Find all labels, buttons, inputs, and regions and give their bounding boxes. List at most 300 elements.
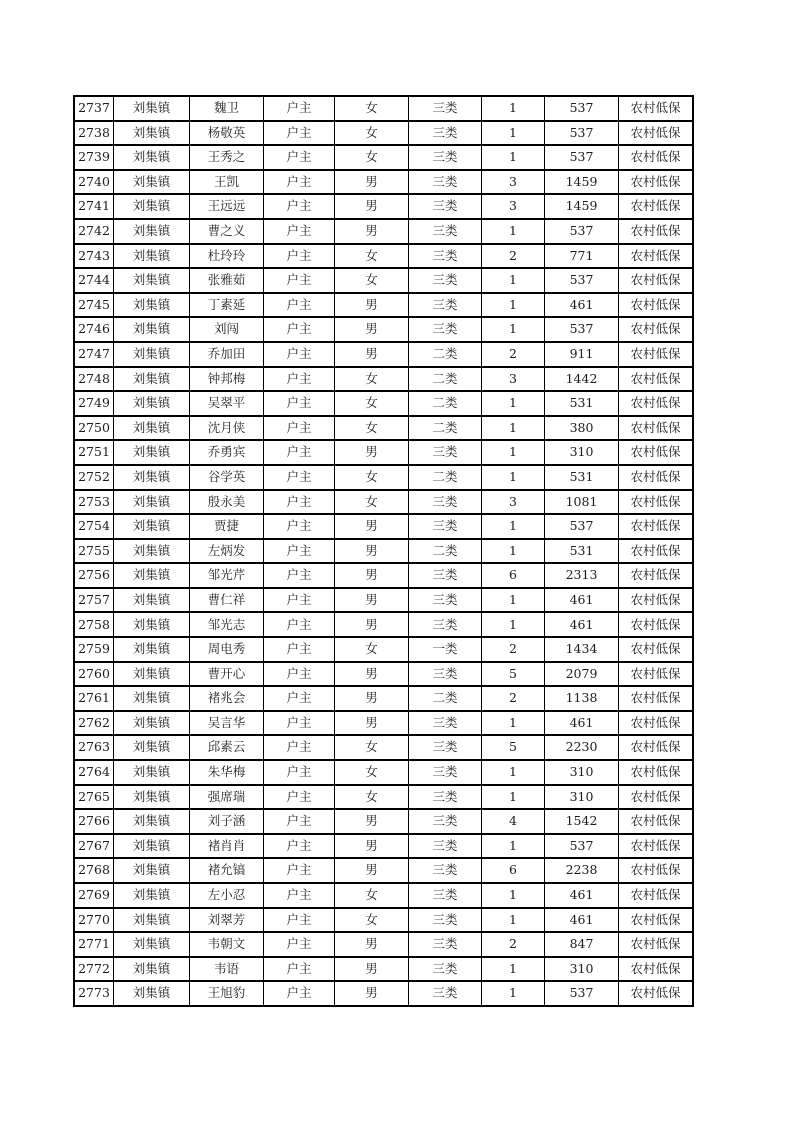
cell-amount: 461 [545, 883, 619, 908]
cell-seq: 2766 [74, 809, 114, 834]
cell-gender: 女 [335, 268, 409, 293]
cell-amount: 531 [545, 465, 619, 490]
cell-town: 刘集镇 [114, 244, 190, 269]
cell-amount: 461 [545, 588, 619, 613]
cell-amount: 1434 [545, 637, 619, 662]
cell-amount: 771 [545, 244, 619, 269]
cell-amount: 310 [545, 760, 619, 785]
table-row [74, 588, 693, 613]
cell-name: 王旭豹 [190, 981, 264, 1006]
cell-town: 刘集镇 [114, 268, 190, 293]
cell-town: 刘集镇 [114, 686, 190, 711]
cell-relation: 户主 [264, 145, 335, 170]
cell-aid-type: 农村低保 [619, 342, 694, 367]
cell-town: 刘集镇 [114, 637, 190, 662]
cell-relation: 户主 [264, 465, 335, 490]
cell-gender: 女 [335, 908, 409, 933]
table-row [74, 391, 693, 416]
cell-gender: 男 [335, 858, 409, 883]
cell-category: 三类 [409, 662, 482, 687]
cell-seq: 2755 [74, 539, 114, 564]
cell-household-count: 1 [482, 760, 545, 785]
cell-name: 吴翠平 [190, 391, 264, 416]
cell-category: 三类 [409, 293, 482, 318]
cell-household-count: 1 [482, 785, 545, 810]
cell-town: 刘集镇 [114, 170, 190, 195]
table-row [74, 244, 693, 269]
cell-relation: 户主 [264, 268, 335, 293]
cell-relation: 户主 [264, 170, 335, 195]
cell-name: 谷学英 [190, 465, 264, 490]
cell-category: 三类 [409, 588, 482, 613]
cell-household-count: 1 [482, 465, 545, 490]
cell-name: 韦朝文 [190, 932, 264, 957]
cell-category: 三类 [409, 121, 482, 146]
cell-relation: 户主 [264, 834, 335, 859]
table-body [74, 96, 693, 1006]
cell-household-count: 4 [482, 809, 545, 834]
cell-town: 刘集镇 [114, 440, 190, 465]
cell-town: 刘集镇 [114, 121, 190, 146]
cell-gender: 女 [335, 637, 409, 662]
table-row [74, 785, 693, 810]
cell-relation: 户主 [264, 342, 335, 367]
cell-household-count: 1 [482, 317, 545, 342]
cell-gender: 男 [335, 293, 409, 318]
cell-amount: 310 [545, 785, 619, 810]
table-row [74, 957, 693, 982]
cell-seq: 2770 [74, 908, 114, 933]
cell-name: 丁素延 [190, 293, 264, 318]
cell-name: 褚肖肖 [190, 834, 264, 859]
cell-name: 邹光芹 [190, 563, 264, 588]
cell-relation: 户主 [264, 981, 335, 1006]
cell-category: 三类 [409, 735, 482, 760]
cell-gender: 男 [335, 932, 409, 957]
cell-gender: 女 [335, 490, 409, 515]
cell-amount: 531 [545, 539, 619, 564]
cell-aid-type: 农村低保 [619, 145, 694, 170]
cell-name: 乔勇宾 [190, 440, 264, 465]
cell-aid-type: 农村低保 [619, 809, 694, 834]
table-row [74, 686, 693, 711]
cell-seq: 2744 [74, 268, 114, 293]
cell-name: 张雅茹 [190, 268, 264, 293]
cell-town: 刘集镇 [114, 711, 190, 736]
cell-relation: 户主 [264, 440, 335, 465]
cell-town: 刘集镇 [114, 834, 190, 859]
cell-aid-type: 农村低保 [619, 858, 694, 883]
cell-household-count: 2 [482, 686, 545, 711]
cell-name: 贾捷 [190, 514, 264, 539]
cell-gender: 男 [335, 957, 409, 982]
cell-amount: 1459 [545, 170, 619, 195]
cell-category: 三类 [409, 858, 482, 883]
welfare-roster-table [73, 95, 694, 1007]
cell-relation: 户主 [264, 809, 335, 834]
cell-aid-type: 农村低保 [619, 170, 694, 195]
cell-town: 刘集镇 [114, 416, 190, 441]
cell-gender: 女 [335, 785, 409, 810]
cell-seq: 2756 [74, 563, 114, 588]
table-row [74, 563, 693, 588]
cell-category: 三类 [409, 490, 482, 515]
cell-gender: 男 [335, 588, 409, 613]
cell-town: 刘集镇 [114, 563, 190, 588]
cell-category: 二类 [409, 465, 482, 490]
cell-town: 刘集镇 [114, 588, 190, 613]
cell-aid-type: 农村低保 [619, 563, 694, 588]
cell-seq: 2748 [74, 367, 114, 392]
cell-relation: 户主 [264, 96, 335, 121]
cell-name: 邱素云 [190, 735, 264, 760]
cell-gender: 男 [335, 662, 409, 687]
cell-name: 曹开心 [190, 662, 264, 687]
table-row [74, 170, 693, 195]
cell-gender: 男 [335, 809, 409, 834]
cell-household-count: 5 [482, 735, 545, 760]
cell-category: 三类 [409, 268, 482, 293]
cell-household-count: 2 [482, 932, 545, 957]
cell-seq: 2764 [74, 760, 114, 785]
cell-town: 刘集镇 [114, 981, 190, 1006]
cell-town: 刘集镇 [114, 342, 190, 367]
cell-gender: 男 [335, 317, 409, 342]
cell-relation: 户主 [264, 293, 335, 318]
cell-seq: 2752 [74, 465, 114, 490]
cell-town: 刘集镇 [114, 293, 190, 318]
table-row [74, 612, 693, 637]
cell-seq: 2747 [74, 342, 114, 367]
cell-category: 三类 [409, 932, 482, 957]
cell-category: 三类 [409, 809, 482, 834]
cell-aid-type: 农村低保 [619, 735, 694, 760]
table-row [74, 981, 693, 1006]
cell-seq: 2759 [74, 637, 114, 662]
cell-amount: 537 [545, 317, 619, 342]
cell-town: 刘集镇 [114, 219, 190, 244]
cell-seq: 2749 [74, 391, 114, 416]
cell-seq: 2742 [74, 219, 114, 244]
cell-gender: 男 [335, 194, 409, 219]
cell-relation: 户主 [264, 612, 335, 637]
cell-town: 刘集镇 [114, 760, 190, 785]
cell-name: 褚兆会 [190, 686, 264, 711]
cell-seq: 2757 [74, 588, 114, 613]
cell-relation: 户主 [264, 121, 335, 146]
cell-aid-type: 农村低保 [619, 711, 694, 736]
cell-amount: 847 [545, 932, 619, 957]
cell-aid-type: 农村低保 [619, 490, 694, 515]
cell-amount: 1081 [545, 490, 619, 515]
table-row [74, 293, 693, 318]
cell-amount: 2238 [545, 858, 619, 883]
cell-amount: 380 [545, 416, 619, 441]
cell-household-count: 1 [482, 96, 545, 121]
cell-aid-type: 农村低保 [619, 268, 694, 293]
cell-name: 吴言华 [190, 711, 264, 736]
cell-aid-type: 农村低保 [619, 612, 694, 637]
cell-amount: 911 [545, 342, 619, 367]
cell-gender: 男 [335, 514, 409, 539]
cell-name: 王秀之 [190, 145, 264, 170]
cell-gender: 男 [335, 170, 409, 195]
table-row [74, 908, 693, 933]
cell-amount: 1542 [545, 809, 619, 834]
table-row [74, 96, 693, 121]
cell-seq: 2763 [74, 735, 114, 760]
table-row [74, 858, 693, 883]
cell-aid-type: 农村低保 [619, 194, 694, 219]
cell-relation: 户主 [264, 735, 335, 760]
cell-aid-type: 农村低保 [619, 293, 694, 318]
table-row [74, 268, 693, 293]
cell-name: 刘子涵 [190, 809, 264, 834]
cell-household-count: 1 [482, 908, 545, 933]
table-row [74, 834, 693, 859]
cell-relation: 户主 [264, 957, 335, 982]
cell-seq: 2738 [74, 121, 114, 146]
cell-amount: 461 [545, 711, 619, 736]
cell-household-count: 1 [482, 588, 545, 613]
cell-amount: 1138 [545, 686, 619, 711]
cell-gender: 男 [335, 539, 409, 564]
cell-amount: 310 [545, 957, 619, 982]
cell-amount: 531 [545, 391, 619, 416]
table-row [74, 514, 693, 539]
table-row [74, 416, 693, 441]
cell-town: 刘集镇 [114, 465, 190, 490]
cell-household-count: 1 [482, 514, 545, 539]
cell-category: 三类 [409, 981, 482, 1006]
cell-category: 三类 [409, 194, 482, 219]
cell-household-count: 3 [482, 170, 545, 195]
cell-town: 刘集镇 [114, 858, 190, 883]
cell-category: 二类 [409, 391, 482, 416]
cell-seq: 2762 [74, 711, 114, 736]
cell-gender: 男 [335, 981, 409, 1006]
cell-amount: 2079 [545, 662, 619, 687]
cell-aid-type: 农村低保 [619, 539, 694, 564]
table-row [74, 121, 693, 146]
cell-town: 刘集镇 [114, 883, 190, 908]
cell-gender: 男 [335, 342, 409, 367]
table-row [74, 367, 693, 392]
cell-amount: 537 [545, 121, 619, 146]
cell-gender: 女 [335, 244, 409, 269]
cell-seq: 2760 [74, 662, 114, 687]
cell-town: 刘集镇 [114, 145, 190, 170]
cell-aid-type: 农村低保 [619, 785, 694, 810]
cell-name: 王远远 [190, 194, 264, 219]
cell-aid-type: 农村低保 [619, 981, 694, 1006]
cell-town: 刘集镇 [114, 735, 190, 760]
cell-category: 一类 [409, 637, 482, 662]
cell-amount: 537 [545, 514, 619, 539]
cell-category: 三类 [409, 711, 482, 736]
table-row [74, 932, 693, 957]
cell-gender: 男 [335, 219, 409, 244]
cell-category: 三类 [409, 317, 482, 342]
cell-relation: 户主 [264, 883, 335, 908]
cell-household-count: 1 [482, 391, 545, 416]
cell-household-count: 1 [482, 121, 545, 146]
cell-category: 三类 [409, 219, 482, 244]
cell-aid-type: 农村低保 [619, 834, 694, 859]
cell-amount: 1459 [545, 194, 619, 219]
cell-aid-type: 农村低保 [619, 219, 694, 244]
cell-relation: 户主 [264, 858, 335, 883]
cell-aid-type: 农村低保 [619, 662, 694, 687]
cell-aid-type: 农村低保 [619, 760, 694, 785]
cell-household-count: 2 [482, 342, 545, 367]
cell-category: 三类 [409, 514, 482, 539]
cell-aid-type: 农村低保 [619, 367, 694, 392]
cell-name: 强席瑞 [190, 785, 264, 810]
table-row [74, 440, 693, 465]
table-row [74, 711, 693, 736]
cell-town: 刘集镇 [114, 490, 190, 515]
cell-name: 乔加田 [190, 342, 264, 367]
cell-category: 三类 [409, 834, 482, 859]
cell-relation: 户主 [264, 686, 335, 711]
cell-aid-type: 农村低保 [619, 465, 694, 490]
cell-household-count: 6 [482, 563, 545, 588]
cell-household-count: 6 [482, 858, 545, 883]
cell-category: 三类 [409, 957, 482, 982]
cell-relation: 户主 [264, 588, 335, 613]
cell-aid-type: 农村低保 [619, 440, 694, 465]
cell-town: 刘集镇 [114, 662, 190, 687]
cell-category: 三类 [409, 440, 482, 465]
cell-seq: 2740 [74, 170, 114, 195]
cell-household-count: 1 [482, 268, 545, 293]
cell-amount: 537 [545, 981, 619, 1006]
table-row [74, 637, 693, 662]
cell-category: 三类 [409, 908, 482, 933]
cell-gender: 女 [335, 883, 409, 908]
cell-seq: 2746 [74, 317, 114, 342]
cell-town: 刘集镇 [114, 317, 190, 342]
cell-seq: 2772 [74, 957, 114, 982]
cell-seq: 2773 [74, 981, 114, 1006]
cell-aid-type: 农村低保 [619, 908, 694, 933]
table-row [74, 735, 693, 760]
cell-amount: 1442 [545, 367, 619, 392]
cell-aid-type: 农村低保 [619, 686, 694, 711]
cell-household-count: 1 [482, 711, 545, 736]
cell-seq: 2753 [74, 490, 114, 515]
cell-gender: 男 [335, 612, 409, 637]
cell-seq: 2745 [74, 293, 114, 318]
cell-name: 刘翠芳 [190, 908, 264, 933]
cell-household-count: 1 [482, 440, 545, 465]
cell-category: 三类 [409, 785, 482, 810]
table-row [74, 760, 693, 785]
cell-category: 三类 [409, 883, 482, 908]
cell-name: 沈月侠 [190, 416, 264, 441]
cell-gender: 女 [335, 465, 409, 490]
cell-relation: 户主 [264, 367, 335, 392]
cell-relation: 户主 [264, 637, 335, 662]
cell-gender: 男 [335, 563, 409, 588]
cell-relation: 户主 [264, 490, 335, 515]
cell-household-count: 2 [482, 637, 545, 662]
cell-household-count: 1 [482, 834, 545, 859]
cell-relation: 户主 [264, 908, 335, 933]
cell-gender: 女 [335, 367, 409, 392]
cell-name: 刘闯 [190, 317, 264, 342]
cell-aid-type: 农村低保 [619, 514, 694, 539]
cell-aid-type: 农村低保 [619, 932, 694, 957]
cell-aid-type: 农村低保 [619, 957, 694, 982]
cell-town: 刘集镇 [114, 612, 190, 637]
cell-town: 刘集镇 [114, 908, 190, 933]
cell-amount: 310 [545, 440, 619, 465]
cell-gender: 女 [335, 416, 409, 441]
table-row [74, 219, 693, 244]
cell-name: 钟邦梅 [190, 367, 264, 392]
cell-seq: 2743 [74, 244, 114, 269]
cell-gender: 男 [335, 686, 409, 711]
cell-seq: 2751 [74, 440, 114, 465]
cell-household-count: 1 [482, 539, 545, 564]
cell-town: 刘集镇 [114, 957, 190, 982]
cell-seq: 2754 [74, 514, 114, 539]
cell-aid-type: 农村低保 [619, 96, 694, 121]
cell-household-count: 1 [482, 219, 545, 244]
cell-amount: 537 [545, 834, 619, 859]
cell-relation: 户主 [264, 244, 335, 269]
cell-town: 刘集镇 [114, 194, 190, 219]
cell-seq: 2771 [74, 932, 114, 957]
cell-seq: 2741 [74, 194, 114, 219]
cell-relation: 户主 [264, 785, 335, 810]
cell-gender: 女 [335, 760, 409, 785]
cell-relation: 户主 [264, 416, 335, 441]
cell-name: 殷永美 [190, 490, 264, 515]
cell-category: 三类 [409, 244, 482, 269]
cell-name: 左炳发 [190, 539, 264, 564]
cell-amount: 537 [545, 268, 619, 293]
cell-category: 三类 [409, 145, 482, 170]
cell-seq: 2767 [74, 834, 114, 859]
cell-relation: 户主 [264, 219, 335, 244]
cell-seq: 2761 [74, 686, 114, 711]
cell-aid-type: 农村低保 [619, 317, 694, 342]
cell-household-count: 3 [482, 490, 545, 515]
cell-amount: 537 [545, 145, 619, 170]
cell-amount: 537 [545, 96, 619, 121]
cell-name: 韦语 [190, 957, 264, 982]
cell-name: 朱华梅 [190, 760, 264, 785]
cell-seq: 2739 [74, 145, 114, 170]
cell-household-count: 5 [482, 662, 545, 687]
cell-relation: 户主 [264, 662, 335, 687]
cell-seq: 2768 [74, 858, 114, 883]
cell-aid-type: 农村低保 [619, 121, 694, 146]
cell-gender: 男 [335, 834, 409, 859]
cell-town: 刘集镇 [114, 932, 190, 957]
cell-household-count: 2 [482, 244, 545, 269]
cell-amount: 2230 [545, 735, 619, 760]
cell-amount: 2313 [545, 563, 619, 588]
cell-gender: 女 [335, 96, 409, 121]
cell-household-count: 1 [482, 957, 545, 982]
cell-gender: 女 [335, 145, 409, 170]
table-row [74, 342, 693, 367]
table-row [74, 194, 693, 219]
